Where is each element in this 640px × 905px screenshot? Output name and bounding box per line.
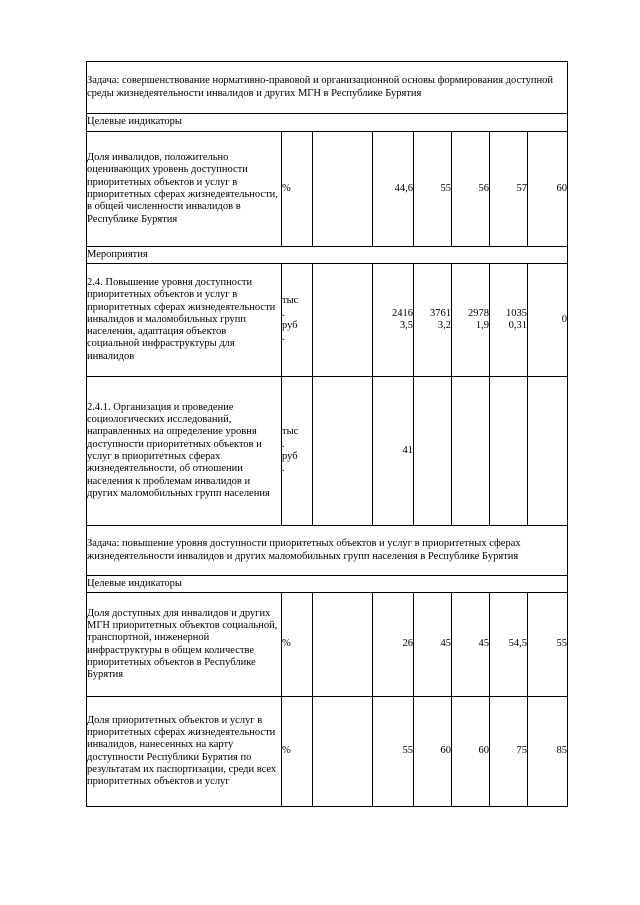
indicator-value-cell: 54,5 [490,593,528,697]
event-value-empty [452,377,490,526]
event-desc-2-4-1: 2.4.1. Организация и проведение социологических исследований, направленных на определение уровня доступности приоритетных объектов и услуг в приоритетных сферах жизнедеятельности, об отношении населения к проблемам инвалидов и других маломобильных групп населения [87,377,282,526]
event-value-cell: 2978 1,9 [468,307,489,331]
indicator-value-cell: 60 [452,697,490,807]
event-value-empty [528,377,568,526]
indicator-value-cell: 57 [490,132,528,247]
indicator-unit-3: % [282,697,313,807]
section-row-indicators-2 [87,576,568,593]
indicator-value-cell: 44,6 [373,132,414,247]
event-value-empty [313,264,373,377]
indicator-unit-1: % [282,132,313,247]
task-row-1 [87,62,568,114]
section-label-indicators-2: Целевые индикаторы [87,576,568,593]
section-label-indicators-1: Целевые индикаторы [87,114,568,132]
indicator-value-cell: 26 [373,593,414,697]
task-text-1: Задача: совершенствование нормативно-правовой и организационной основы формирования доступной среды жизнедеятельности инвалидов и других МГН в Республике Бурятия [87,62,568,114]
indicator-row-3 [87,697,568,807]
section-label-events: Мероприятия [87,247,568,264]
event-row-2-4 [87,264,568,377]
event-value-cell: 41 [373,377,414,526]
event-value-cell: 1035 0,31 [506,307,527,331]
indicator-value-cell: 55 [373,697,414,807]
section-row-indicators-1 [87,114,568,132]
indicator-desc-3: Доля приоритетных объектов и услуг в приоритетных сферах жизнедеятельности инвалидов, нанесенных на карту доступности Республики Бурятия по результатам их паспортизации, среди всех приоритетных объектов и услуг [87,697,282,807]
event-row-2-4-1 [87,377,568,526]
task-row-2 [87,526,568,576]
indicator-value-empty [313,593,373,697]
event-value-empty [414,377,452,526]
event-value-empty [490,377,528,526]
indicator-row-1 [87,132,568,247]
event-unit-2-4: тыс . руб . [282,295,299,344]
task-text-2: Задача: повышение уровня доступности приоритетных объектов и услуг в приоритетных сферах жизнедеятельности инвалидов и других маломобильных групп населения в Республике Бурятия [87,526,568,576]
indicator-row-2 [87,593,568,697]
event-desc-2-4: 2.4. Повышение уровня доступности приоритетных объектов и услуг в приоритетных сферах жизнедеятельности инвалидов и маломобильных групп населения, адаптация объектов социальной инфраструктуры для инвалидов [87,264,282,377]
indicator-value-empty [313,697,373,807]
indicator-value-cell: 56 [452,132,490,247]
indicator-value-cell: 60 [414,697,452,807]
indicator-value-cell: 60 [528,132,568,247]
indicator-value-cell: 45 [452,593,490,697]
event-value-cell: 0 [528,264,568,377]
event-value-empty [313,377,373,526]
event-value-cell: 3761 3,2 [430,307,451,331]
program-table [86,61,568,807]
indicator-desc-2: Доля доступных для инвалидов и других МГН приоритетных объектов социальной, транспортной, инженерной инфраструктуры в общем количестве приоритетных объектов в Республике Бурятия [87,593,282,697]
event-value-cell: 2416 3,5 [392,307,413,331]
indicator-value-cell: 55 [414,132,452,247]
indicator-value-cell: 85 [528,697,568,807]
indicator-desc-1: Доля инвалидов, положительно оценивающих уровень доступности приоритетных объектов и услуг в приоритетных сферах жизнедеятельности, в общей численности инвалидов в Республике Бурятия [87,132,282,247]
indicator-value-cell: 45 [414,593,452,697]
indicator-value-empty [313,132,373,247]
indicator-unit-2: % [282,593,313,697]
indicator-value-cell: 55 [528,593,568,697]
indicator-value-cell: 75 [490,697,528,807]
section-row-events [87,247,568,264]
event-unit-2-4-1: тыс . руб . [282,426,299,475]
